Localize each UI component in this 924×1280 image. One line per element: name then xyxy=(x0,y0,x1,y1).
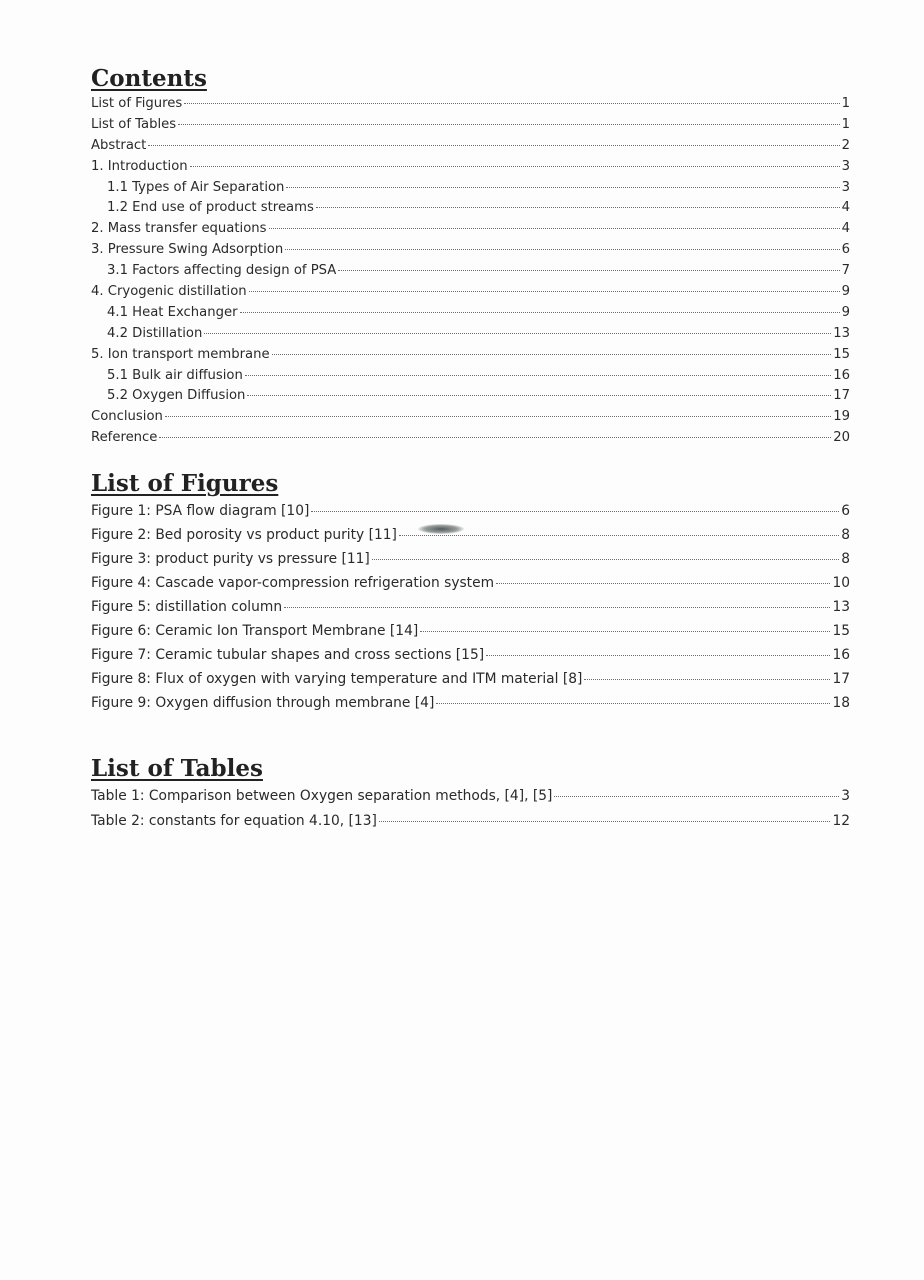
figure-entry-page: 10 xyxy=(832,575,850,591)
toc-entry[interactable] xyxy=(91,282,850,303)
figure-entry-page: 8 xyxy=(841,527,850,543)
toc-entry-label: List of Figures xyxy=(91,96,183,111)
scan-smudge xyxy=(418,524,464,534)
toc-entry[interactable] xyxy=(91,115,850,136)
toc-entry-label: List of Tables xyxy=(91,116,177,132)
dot-leader xyxy=(249,291,840,292)
figure-entry[interactable] xyxy=(91,571,850,595)
dot-leader xyxy=(284,607,830,608)
dot-leader xyxy=(272,354,832,355)
toc-entry-page: 3 xyxy=(841,158,850,174)
toc-entry-label: 4.1 Heat Exchanger xyxy=(107,304,238,320)
tables-section xyxy=(91,754,850,834)
figure-entry-label: Figure 7: Ceramic tubular shapes and cross sections [15] xyxy=(91,647,485,663)
toc-entry-page: 1 xyxy=(841,116,850,132)
dot-leader xyxy=(316,207,840,208)
figures-list xyxy=(91,499,850,715)
toc-subentry[interactable] xyxy=(91,198,850,219)
figure-entry[interactable] xyxy=(91,667,850,691)
figure-entry-label: Figure 2: Bed porosity vs product purity [11] xyxy=(91,527,397,543)
figure-entry[interactable] xyxy=(91,547,850,571)
toc-entry-page: 15 xyxy=(833,346,850,362)
figure-entry[interactable] xyxy=(91,643,850,667)
toc-entry-page: 16 xyxy=(833,367,850,383)
dot-leader xyxy=(190,166,840,167)
tables-list xyxy=(91,784,850,834)
figure-entry[interactable] xyxy=(91,523,850,547)
toc-entry[interactable] xyxy=(91,428,850,449)
toc-entry-page: 9 xyxy=(841,304,850,320)
dot-leader xyxy=(165,416,831,417)
toc-entry-page: 3 xyxy=(841,179,850,195)
figure-entry-page: 18 xyxy=(832,695,850,711)
figure-entry[interactable] xyxy=(91,499,850,523)
dot-leader xyxy=(245,375,831,376)
toc-entry-label: Conclusion xyxy=(91,409,163,425)
dot-leader xyxy=(436,703,830,704)
toc-entry-page: 19 xyxy=(833,409,850,425)
figure-entry[interactable] xyxy=(91,619,850,643)
figures-section xyxy=(91,469,850,715)
table-entry-label: Table 1: Comparison between Oxygen separation methods, [4], [5] xyxy=(91,788,553,804)
toc-entry-label: 5.1 Bulk air diffusion xyxy=(107,367,243,383)
toc-entry-label: 5.2 Oxygen Diffusion xyxy=(107,388,246,404)
toc-entry-label: Abstract xyxy=(91,137,147,153)
toc-entry-page: 7 xyxy=(841,263,850,279)
figure-entry[interactable] xyxy=(91,691,850,715)
toc-subentry[interactable] xyxy=(91,178,850,199)
figure-entry-page: 13 xyxy=(832,599,850,615)
figure-entry-page: 6 xyxy=(841,503,850,519)
figure-entry-page: 16 xyxy=(832,647,850,663)
dot-leader xyxy=(286,187,839,188)
dot-leader xyxy=(372,559,839,560)
toc-entry-label: 2. Mass transfer equations xyxy=(91,221,267,237)
toc-entry-page: 4 xyxy=(841,221,850,237)
toc-entry-page: 20 xyxy=(833,430,850,446)
dot-leader xyxy=(204,333,831,334)
toc-entry-label: 3.1 Factors affecting design of PSA xyxy=(107,263,337,279)
figure-entry-label: Figure 4: Cascade vapor-compression refrigeration system xyxy=(91,575,495,591)
toc-entry-page: 17 xyxy=(833,388,850,404)
toc-subentry[interactable] xyxy=(91,386,850,407)
toc-entry[interactable] xyxy=(91,94,850,115)
toc-entry[interactable] xyxy=(91,219,850,240)
toc-entry-page: 4 xyxy=(841,200,850,216)
dot-leader xyxy=(554,796,839,797)
toc-entry-page: 13 xyxy=(833,325,850,341)
dot-leader xyxy=(399,535,839,536)
toc-subentry[interactable] xyxy=(91,303,850,324)
table-entry[interactable] xyxy=(91,784,850,809)
toc-entry-label: 5. Ion transport membrane xyxy=(91,346,270,362)
dot-leader xyxy=(184,103,839,104)
toc-entry-label: Reference xyxy=(91,430,158,446)
figure-entry-label: Figure 9: Oxygen diffusion through membrane [4] xyxy=(91,695,435,711)
figure-entry-page: 17 xyxy=(832,671,850,687)
figure-entry-label: Figure 5: distillation column xyxy=(91,599,283,615)
toc-entry-label: 4.2 Distillation xyxy=(107,325,203,341)
toc-entry-label: 1. Introduction xyxy=(91,158,188,174)
dot-leader xyxy=(269,228,840,229)
toc-entry[interactable] xyxy=(91,240,850,261)
dot-leader xyxy=(486,655,830,656)
toc-entry-page: 2 xyxy=(841,137,850,153)
toc-subentry[interactable] xyxy=(91,324,850,345)
dot-leader xyxy=(379,821,831,822)
contents-list xyxy=(91,94,850,449)
toc-entry-label: 3. Pressure Swing Adsorption xyxy=(91,242,284,258)
toc-entry-page: 9 xyxy=(841,284,850,300)
dot-leader xyxy=(148,145,839,146)
table-entry-label: Table 2: constants for equation 4.10, [13] xyxy=(91,813,377,829)
toc-entry[interactable] xyxy=(91,407,850,428)
figure-entry-label: Figure 6: Ceramic Ion Transport Membrane [14] xyxy=(91,623,419,639)
toc-entry[interactable] xyxy=(91,345,850,366)
dot-leader xyxy=(311,511,839,512)
dot-leader xyxy=(240,312,840,313)
figure-entry-label: Figure 3: product purity vs pressure [11] xyxy=(91,551,370,567)
tables-heading: List of Tables xyxy=(91,755,263,782)
dot-leader xyxy=(338,270,839,271)
figure-entry-page: 8 xyxy=(841,551,850,567)
dot-leader xyxy=(496,583,830,584)
table-entry-page: 3 xyxy=(841,788,850,804)
toc-entry-page: 6 xyxy=(841,242,850,258)
toc-subentry[interactable] xyxy=(91,366,850,387)
figure-entry-label: Figure 1: PSA flow diagram [10] xyxy=(91,503,310,519)
dot-leader xyxy=(420,631,830,632)
figures-heading: List of Figures xyxy=(91,470,279,497)
dot-leader xyxy=(178,124,839,125)
toc-entry-label: 4. Cryogenic distillation xyxy=(91,284,247,300)
figure-entry[interactable] xyxy=(91,595,850,619)
figure-entry-page: 15 xyxy=(832,623,850,639)
toc-entry-label: 1.2 End use of product streams xyxy=(107,200,314,216)
toc-entry-page: 1 xyxy=(841,96,850,111)
toc-entry[interactable] xyxy=(91,136,850,157)
dot-leader xyxy=(584,679,830,680)
dot-leader xyxy=(285,249,839,250)
table-entry-page: 12 xyxy=(832,813,850,829)
toc-subentry[interactable] xyxy=(91,261,850,282)
contents-section xyxy=(91,64,850,449)
dot-leader xyxy=(247,395,831,396)
table-entry[interactable] xyxy=(91,809,850,834)
dot-leader xyxy=(159,437,831,438)
toc-entry-label: 1.1 Types of Air Separation xyxy=(107,179,285,195)
contents-heading: Contents xyxy=(91,65,207,92)
toc-entry[interactable] xyxy=(91,157,850,178)
figure-entry-label: Figure 8: Flux of oxygen with varying temperature and ITM material [8] xyxy=(91,671,583,687)
